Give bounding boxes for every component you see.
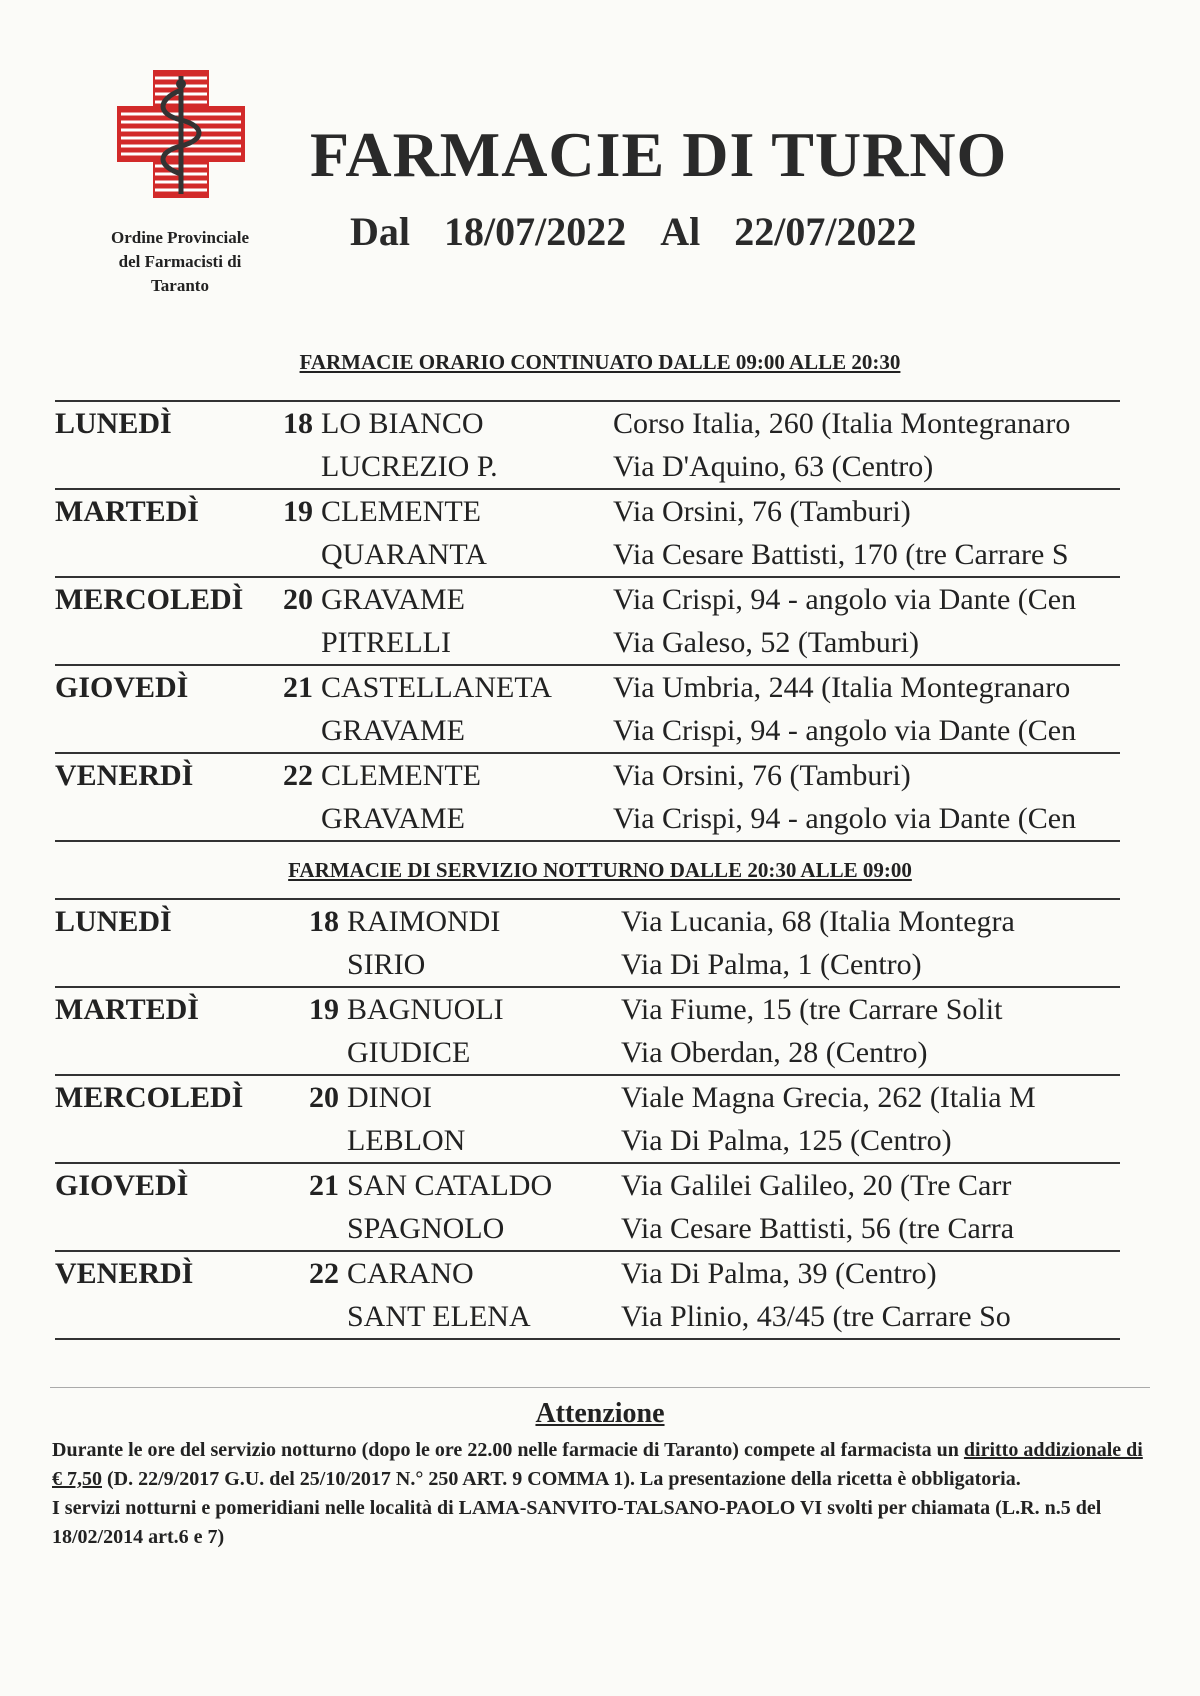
day-label: GIOVEDÌ [55, 1168, 189, 1202]
day-number: 20 [309, 1080, 339, 1114]
day-number: 21 [283, 670, 313, 704]
pharmacy-row [55, 900, 1120, 943]
day-label: LUNEDÌ [55, 904, 172, 938]
day-number: 18 [283, 406, 313, 440]
day-group [55, 1076, 1120, 1164]
continuato-table [55, 400, 1120, 842]
day-group [55, 402, 1120, 490]
pharmacy-row [55, 1076, 1120, 1119]
day-group [55, 988, 1120, 1076]
pharmacy-row [55, 1119, 1120, 1162]
pharmacy-name: SAN CATALDO [347, 1168, 553, 1202]
pharmacy-address: Via Fiume, 15 (tre Carrare Solit [621, 992, 1003, 1026]
pharmacy-name: LO BIANCO [321, 406, 484, 440]
pharmacy-name: DINOI [347, 1080, 432, 1114]
pharmacy-address: Via Galilei Galileo, 20 (Tre Carr [621, 1168, 1012, 1202]
day-group [55, 900, 1120, 988]
pharmacy-address: Via Orsini, 76 (Tamburi) [613, 494, 911, 528]
pharmacy-name: GRAVAME [321, 582, 465, 616]
pharmacy-name: GRAVAME [321, 801, 465, 835]
pharmacy-name: GRAVAME [321, 713, 465, 747]
pharmacy-address: Corso Italia, 260 (Italia Montegranaro [613, 406, 1071, 440]
pharmacy-row [55, 445, 1120, 488]
date-range: Dal 18/07/2022 Al 22/07/2022 [350, 209, 917, 254]
day-label: GIOVEDÌ [55, 670, 189, 704]
pharmacy-name: LUCREZIO P. [321, 449, 498, 483]
org-name: Ordine Provinciale del Farmacisti di Taranto [110, 228, 250, 295]
pharmacy-address: Via Plinio, 43/45 (tre Carrare So [621, 1299, 1011, 1333]
pharmacy-address: Via Di Palma, 39 (Centro) [621, 1256, 937, 1290]
day-number: 19 [283, 494, 313, 528]
attention-paragraph-1: Durante le ore del servizio notturno (dopo le ore 22.00 nelle farmacie di Taranto) compete al farmacista un diritto addizionale di € 7,50 (D. 22/9/2017 G.U. del 25/10/2017 N.° 250 ART. 9 COMMA 1). La presentazione della ricetta è obbligatoria. [52, 1439, 1143, 1490]
day-number: 22 [283, 758, 313, 792]
pharmacy-address: Via Di Palma, 1 (Centro) [621, 947, 922, 981]
pharmacy-name: SANT ELENA [347, 1299, 531, 1333]
pharmacy-row [55, 1252, 1120, 1295]
pharmacy-row [55, 1164, 1120, 1207]
pharmacy-row [55, 943, 1120, 986]
pharmacy-address: Via Di Palma, 125 (Centro) [621, 1123, 952, 1157]
pharmacy-address: Via D'Aquino, 63 (Centro) [613, 449, 934, 483]
pharmacy-name: CLEMENTE [321, 494, 481, 528]
pharmacy-address: Via Cesare Battisti, 56 (tre Carra [621, 1211, 1015, 1245]
pharmacy-row [55, 709, 1120, 752]
pharmacy-row [55, 666, 1120, 709]
day-group [55, 1164, 1120, 1252]
day-label: MERCOLEDÌ [55, 1080, 244, 1114]
pharmacy-address: Via Crispi, 94 - angolo via Dante (Cen [613, 801, 1077, 835]
pharmacy-address: Via Crispi, 94 - angolo via Dante (Cen [613, 713, 1077, 747]
pharmacy-row [55, 754, 1120, 797]
day-group [55, 666, 1120, 754]
day-group [55, 578, 1120, 666]
pharmacy-address: Via Galeso, 52 (Tamburi) [613, 625, 920, 659]
attention-paragraph-2: I servizi notturni e pomeridiani nelle località di LAMA-SANVITO-TALSANO-PAOLO VI svolti per chiamata (L.R. n.5 del 18/02/2014 art.6 e 7) [52, 1497, 1102, 1548]
pharmacy-address: Via Umbria, 244 (Italia Montegranaro [613, 670, 1071, 704]
pharmacy-name: GIUDICE [347, 1035, 471, 1069]
continuato-heading: FARMACIE ORARIO CONTINUATO DALLE 09:00 ALLE 20:30 [299, 350, 901, 374]
day-label: MARTEDÌ [55, 992, 199, 1026]
pharmacy-row [55, 533, 1120, 576]
pharmacy-row [55, 1295, 1120, 1338]
day-number: 21 [309, 1168, 339, 1202]
pharmacy-address: Via Orsini, 76 (Tamburi) [613, 758, 911, 792]
pharmacy-row [55, 988, 1120, 1031]
pharmacy-name: SPAGNOLO [347, 1211, 505, 1245]
day-label: MARTEDÌ [55, 494, 199, 528]
day-group [55, 490, 1120, 578]
pharmacy-row [55, 402, 1120, 445]
pharmacy-address: Via Cesare Battisti, 170 (tre Carrare S [613, 537, 1069, 571]
pharmacy-row [55, 578, 1120, 621]
pharmacy-row [55, 621, 1120, 664]
day-label: MERCOLEDÌ [55, 582, 244, 616]
pharmacy-address: Via Crispi, 94 - angolo via Dante (Cen [613, 582, 1077, 616]
day-number: 18 [309, 904, 339, 938]
pharmacy-name: RAIMONDI [347, 904, 501, 938]
attention-notes [52, 1436, 1152, 1552]
pharmacy-name: CASTELLANETA [321, 670, 552, 704]
pharmacy-row [55, 797, 1120, 840]
attention-title: Attenzione [535, 1398, 665, 1429]
day-label: VENERDÌ [55, 758, 194, 792]
day-number: 22 [309, 1256, 339, 1290]
pharmacy-name: CARANO [347, 1256, 474, 1290]
notturno-table [55, 898, 1120, 1340]
pharmacy-cross-logo [117, 70, 245, 198]
pharmacy-name: BAGNUOLI [347, 992, 504, 1026]
day-label: VENERDÌ [55, 1256, 194, 1290]
pharmacy-address: Via Oberdan, 28 (Centro) [621, 1035, 928, 1069]
page-title: FARMACIE DI TURNO [310, 119, 1008, 190]
day-group [55, 1252, 1120, 1338]
pharmacy-address: Viale Magna Grecia, 262 (Italia M [621, 1080, 1036, 1114]
pharmacy-name: LEBLON [347, 1123, 466, 1157]
day-group [55, 754, 1120, 840]
pharmacy-name: CLEMENTE [321, 758, 481, 792]
pharmacy-name: SIRIO [347, 947, 426, 981]
pharmacy-address: Via Lucania, 68 (Italia Montegra [621, 904, 1015, 938]
day-number: 20 [283, 582, 313, 616]
pharmacy-name: QUARANTA [321, 537, 487, 571]
divider [50, 1387, 1150, 1388]
day-label: LUNEDÌ [55, 406, 172, 440]
day-number: 19 [309, 992, 339, 1026]
pharmacy-name: PITRELLI [321, 625, 451, 659]
notturno-heading: FARMACIE DI SERVIZIO NOTTURNO DALLE 20:30 ALLE 09:00 [288, 858, 912, 882]
pharmacy-row [55, 490, 1120, 533]
pharmacy-row [55, 1207, 1120, 1250]
pharmacy-row [55, 1031, 1120, 1074]
